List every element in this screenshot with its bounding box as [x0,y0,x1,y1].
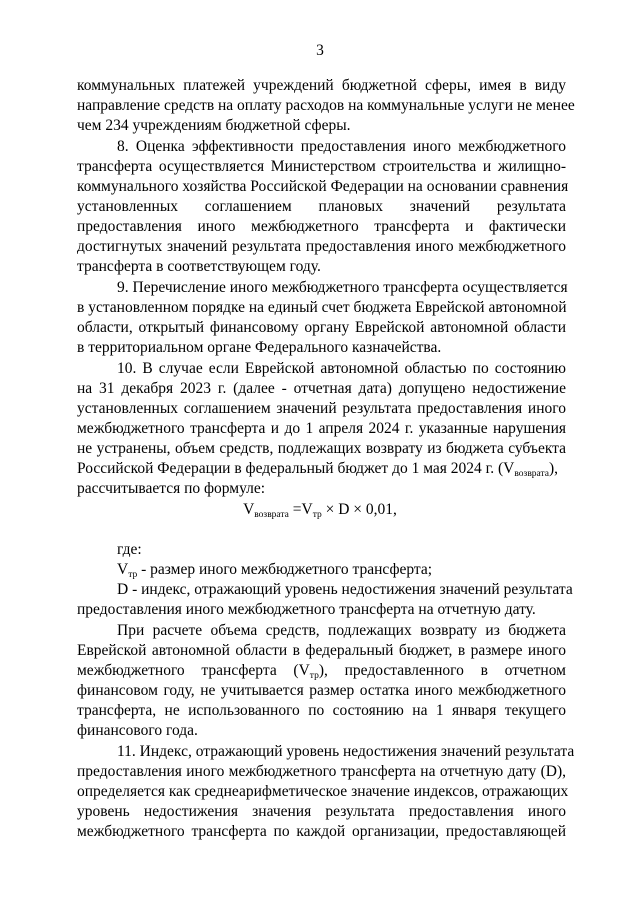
page-number: 3 [316,42,324,59]
text-line: определяется как среднеарифметическое значение индексов, отражающих [77,783,569,800]
text-line: трансферта осуществляется Министерством строительства и жилищно- [77,158,566,175]
paragraph-8-start: 8. Оценка эффективности предоставления иного межбюджетного [117,138,566,155]
text-line: предоставления иного межбюджетного трансферта и фактически [77,218,566,235]
text-line: межбюджетного трансферта и до 1 апреля 2024 г. указанные нарушения [77,420,566,437]
text-line: Российской Федерации в федеральный бюджет до 1 мая 2024 г. $(V_{возврата})$, [77,460,559,479]
formula: $V_{возврата} =V_{тр} \times D \times 0,01$, [243,501,397,520]
subscript: тр [128,570,138,580]
paragraph-11-start: 11. Индекс, отражающий уровень недостижения значений результата [117,743,575,760]
text-line: финансовом году, не учитывается размер остатка иного межбюджетного [77,682,566,699]
text-line: рассчитывается по формуле: [77,480,266,497]
text-line: финансового года. [77,722,198,739]
subscript: возврата [514,469,550,479]
subscript: тр [312,510,322,520]
subscript: тр [309,671,319,681]
text-line: При расчете объема средств, подлежащих возврату из бюджета [117,622,566,639]
text-line: установленных соглашением плановых значений результата [77,198,566,215]
text-line: межбюджетного трансферта по каждой организации, предоставляющей [77,823,566,840]
text-line: не устранены, объем средств, подлежащих возврату из бюджета субъекта [77,440,566,457]
paragraph-9-start: 9. Перечисление иного межбюджетного трансферта осуществляется [117,279,568,296]
text-line: установленных соглашением значений результата предоставления иного [77,400,566,417]
text-line: в установленном порядке на единый счет бюджета Еврейской автономной [77,299,567,316]
text-line: коммунальных платежей учреждений бюджетной сферы, имея в виду [77,77,566,94]
paragraph-10-start: 10. В случае если Еврейской автономной областью по состоянию [117,360,566,377]
text-line: в территориальном органе Федерального казначейства. [77,339,442,356]
text-line: где: [117,541,142,558]
text-line: трансферта, не использованного по состоянию на 1 января текущего [77,702,566,719]
subscript: возврата [254,510,289,520]
text-line: предоставления иного межбюджетного трансферта на отчетную дату. [77,601,536,618]
text-line: на 31 декабря 2023 г. (далее - отчетная дата) допущено недостижение [77,380,566,397]
text-line: Еврейской автономной области в федеральный бюджет, в размере иного [77,642,566,659]
text-line: области, открытый финансовому органу Еврейской автономной области [77,319,566,336]
text-line: межбюджетного трансферта $(V_{тр})$, предоставленного в отчетном [77,662,566,681]
text-line: D - индекс, отражающий уровень недостижения значений результата [117,581,573,598]
text-line: предоставления иного межбюджетного трансферта на отчетную дату (D), [77,763,566,780]
text-line: направление средств на оплату расходов на коммунальные услуги не менее [77,97,575,114]
text-line: трансферта в соответствующем году. [77,258,321,275]
text-line: чем 234 учреждениям бюджетной сферы. [77,117,351,134]
text-line: коммунального хозяйства Российской Федерации на основании сравнения [77,178,569,195]
text-line: достигнутых значений результата предоставления иного межбюджетного [77,238,566,255]
text-line: $V_{тр}$ - размер иного межбюджетного трансферта; [117,561,433,580]
text-line: уровень недостижения значения результата предоставления иного [77,803,566,820]
